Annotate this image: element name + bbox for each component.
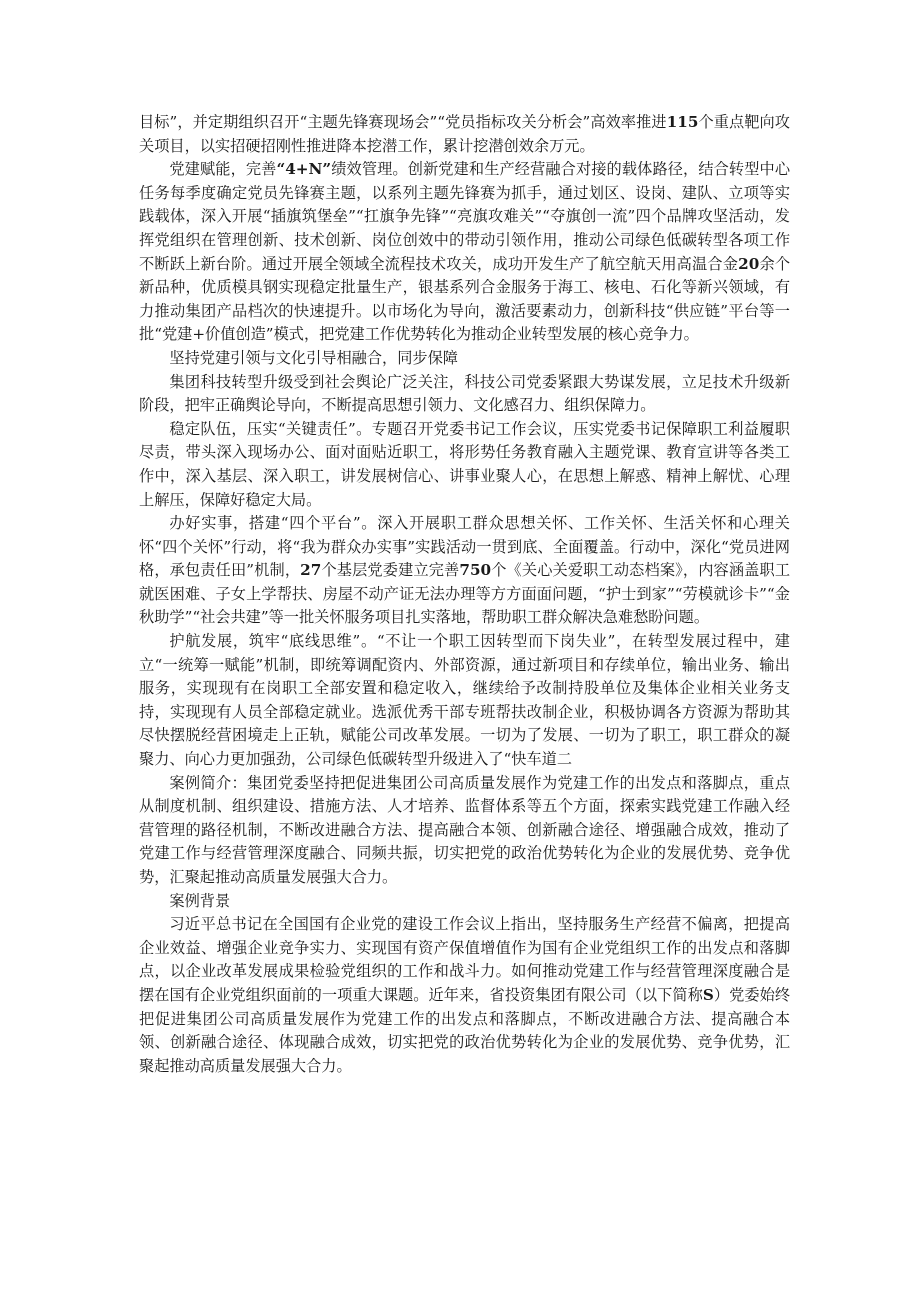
- bold-text-run: “4+N”: [276, 160, 332, 179]
- text-run: 集团科技转型升级受到社会舆论广泛关注，科技公司党委紧跟大势谋发展，立足技术升级新阶段，把牢正确舆论导向，不断提高思想引领力、文化感召力、组织保障力。: [139, 372, 790, 415]
- text-run: 余个新品种，优质模具钢实现稳定批量生产，银基系列合金服务于海工、核电、石化等新兴领域，有力推动集团产品档次的快速提升。以市场化为导向，激活要素动力，创新科技“供应链”平台等一批“党建+价值创造”模式，把党建工作优势转化为推动企业转型发展的核心竞争力。: [139, 254, 791, 344]
- text-run: 目标”，并定期组织召开“主题先锋赛现场会”“党员指标攻关分析会”高效率推进: [139, 113, 667, 131]
- text-run: 个基层党委建立完善: [321, 561, 460, 580]
- bold-text-run: 20: [738, 254, 760, 273]
- paragraph: [139, 512, 790, 630]
- paragraph: [139, 111, 790, 158]
- bold-text-run: S: [702, 985, 714, 1004]
- text-run: 办好实事，搭建“四个平台”。深入开展职工群众思想关怀、工作关怀、生活关怀和心理关怀“四个关怀”行动，将“我为群众办实事”实践活动一贯到底、全面覆盖。行动中，深化“党员进网格，承包责任田”机制，: [139, 514, 790, 580]
- bold-text-run: 27: [300, 561, 322, 580]
- text-run: 稳定队伍，压实“关键责任”。专题召开党委书记工作会议，压实党委书记保障职工利益履职尽责，带头深入现场办公、面对面贴近职工，将形势任务教育融入主题党课、教育宣讲等各类工作中，深入基层、深入职工，讲发展树信心、讲事业聚人心，在思想上解惑、精神上解忧、心理上解压，保障好稳定大局。: [139, 419, 790, 509]
- paragraph: [139, 158, 790, 347]
- paragraph: [139, 347, 790, 371]
- text-run: 坚持党建引领与文化引导相融合，同步保障: [169, 348, 458, 367]
- paragraph: [139, 890, 790, 914]
- text-run: 个《关心关爱职工动态档案》，内容涵盖职工就医困难、子女上学帮扶、房屋不动产证无法办理等方方面面问题，“护士到家”“劳模就诊卡”“金秋助学”“社会共建”等一批关怀服务项目扎实落地，帮助职工群众解决急难愁盼问题。: [139, 561, 791, 627]
- bold-text-run: 750: [459, 561, 492, 580]
- paragraph: [139, 371, 790, 418]
- paragraph: [139, 772, 790, 890]
- text-run: 护航发展，筑牢“底线思维”。“不让一个职工因转型而下岗失业”，在转型发展过程中，建立“一统筹一赋能”机制，即统筹调配资内、外部资源，通过新项目和存续单位，输出业务、输出服务，实现现有在岗职工全部安置和稳定收入，继续给予改制持股单位及集体企业相关业务支持，实现现有人员全部稳定就业。选派优秀干部专班帮扶改制企业，积极协调各方资源为帮助其尽快摆脱经营困境走上正轨，赋能公司改革发展。一切为了发展、一切为了职工，职工群众的凝聚力、向心力更加强劲，公司绿色低碳转型升级进入了“快车道二: [139, 632, 790, 769]
- text-run: ）党委始终把促进集团公司高质量发展作为党建工作的出发点和落脚点，不断改进融合方法、提高融合本领、创新融合途径、体现融合成效，切实把党的政治优势转化为企业的发展优势、竞争优势，汇聚起推动高质量发展强大合力。: [139, 985, 791, 1075]
- text-run: 案例简介：集团党委坚持把促进集团公司高质量发展作为党建工作的出发点和落脚点，重点从制度机制、组织建设、措施方法、人才培养、监督体系等五个方面，探索实践党建工作融入经营管理的路径机制，不断改进融合方法、提高融合本领、创新融合途径、增强融合成效，推动了党建工作与经营管理深度融合、同频共振，切实把党的政治优势转化为企业的发展优势、竞争优势，汇聚起推动高质量发展强大合力。: [139, 773, 790, 886]
- bold-text-run: 115: [666, 113, 699, 131]
- paragraph: [139, 418, 790, 512]
- text-run: 党建赋能，完善: [169, 160, 277, 179]
- document-page: [139, 111, 790, 1078]
- text-run: 习近平总书记在全国国有企业党的建设工作会议上指出，坚持服务生产经营不偏离，把提高企业效益、增强企业竞争实力、实现国有资产保值增值作为国有企业党组织工作的出发点和落脚点，以企业改革发展成果检验党组织的工作和战斗力。如何推动党建工作与经营管理深度融合是摆在国有企业党组织面前的一项重大课题。近年来，省投资集团有限公司（以下简称: [139, 915, 790, 1004]
- text-run: 个重点靶向攻关项目，以实招硬招刚性推进降本挖潜工作，累计挖潜创效余万元。: [139, 113, 790, 155]
- document-body: [139, 111, 790, 1078]
- text-run: 案例背景: [169, 891, 231, 910]
- paragraph: [139, 913, 790, 1078]
- text-run: 绩效管理。创新党建和生产经营融合对接的载体路径，结合转型中心任务每季度确定党员先锋赛主题，以系列主题先锋赛为抓手，通过划区、设岗、建队、立项等实践载体，深入开展“插旗筑堡垒”“扛旗争先锋”“亮旗攻难关”“夺旗创一流”四个品牌攻坚活动，发挥党组织在管理创新、技术创新、岗位创效中的带动引领作用，推动公司绿色低碳转型各项工作不断跃上新台阶。通过开展全领域全流程技术攻关，成功开发生产了航空航天用高温合金: [139, 160, 791, 273]
- paragraph: [139, 630, 790, 772]
